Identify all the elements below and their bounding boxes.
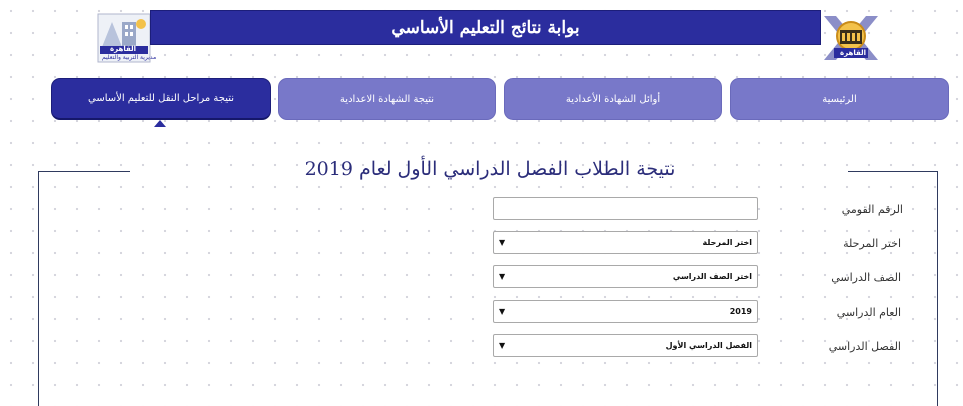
tab-label: نتيجة الشهادة الاعدادية: [339, 93, 435, 105]
grade-label: الصف الدراسي: [831, 271, 901, 284]
tab-prep-certificate-top-students[interactable]: [504, 78, 722, 120]
frame-right-line: [937, 171, 938, 406]
national-id-label: الرقم القومي: [841, 203, 903, 216]
year-label: العام الدراسي: [836, 306, 901, 319]
national-id-input[interactable]: [493, 197, 758, 220]
stage-label: اختر المرحلة: [843, 237, 901, 250]
term-select[interactable]: [493, 334, 758, 357]
tab-transfer-results[interactable]: [51, 78, 271, 120]
frame-top-left-line: [38, 171, 130, 172]
active-tab-indicator: [154, 120, 166, 127]
directorate-logo-subtext: مديرية التربية والتعليم: [102, 54, 157, 61]
stage-select-value: اختر المرحلة: [702, 238, 752, 247]
frame-top-right-line: [848, 171, 938, 172]
year-select-value: 2019: [729, 307, 752, 316]
term-label: الفصل الدراسي: [828, 340, 901, 353]
grade-select[interactable]: [493, 265, 758, 288]
tab-prep-certificate-results[interactable]: [278, 78, 496, 120]
term-select-value: الفصل الدراسي الأول: [665, 341, 752, 350]
page-title: بوابة نتائج التعليم الأساسي: [391, 17, 580, 38]
header-banner: [150, 10, 821, 45]
tab-home[interactable]: [730, 78, 949, 120]
form-title: نتيجة الطلاب الفصل الدراسي الأول لعام 2019: [304, 158, 676, 180]
tab-label: أوائل الشهادة الأعدادية: [565, 93, 661, 105]
frame-left-line: [38, 171, 39, 406]
chevron-down-icon: ▼: [499, 307, 506, 316]
stage-select[interactable]: [493, 231, 758, 254]
chevron-down-icon: ▼: [499, 341, 506, 350]
directorate-logo-text: القاهرة: [110, 45, 137, 53]
chevron-down-icon: ▼: [499, 272, 506, 281]
grade-select-value: اختر الصف الدراسي: [672, 272, 752, 281]
education-directorate-logo: [96, 12, 157, 64]
cairo-logo-text: القاهرة: [840, 49, 867, 57]
year-select[interactable]: [493, 300, 758, 323]
chevron-down-icon: ▼: [499, 238, 506, 247]
tab-label: الرئيسية: [822, 93, 857, 105]
cairo-governorate-logo: [822, 12, 880, 62]
tab-label: نتيجة مراحل النقل للتعليم الأساسي: [87, 93, 235, 104]
